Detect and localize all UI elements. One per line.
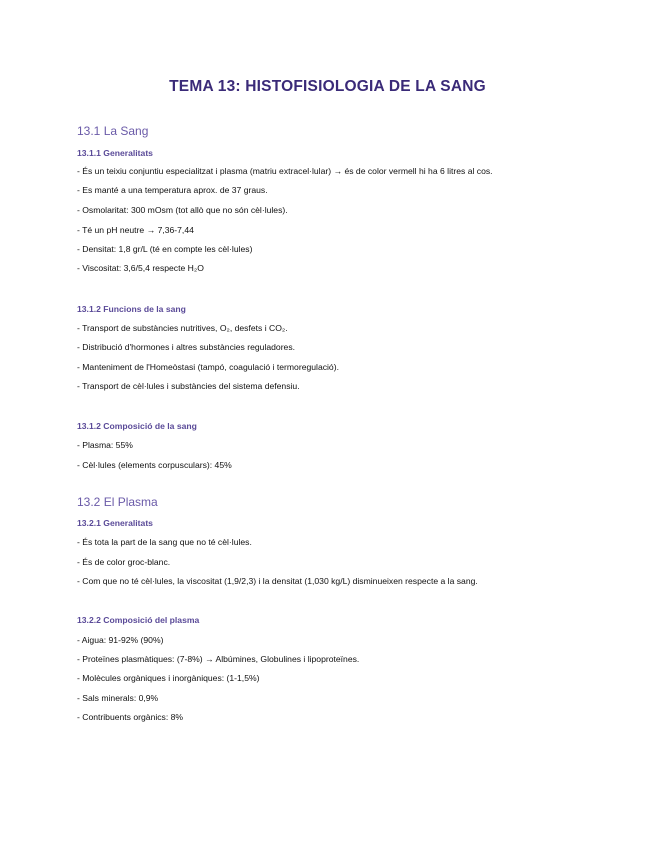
- section-heading-sang: 13.1 La Sang: [77, 124, 149, 138]
- text-line: - Sals minerals: 0,9%: [77, 693, 159, 703]
- subsection-heading-composicio-sang: 13.1.2 Composició de la sang: [77, 421, 197, 431]
- text-line: - Aigua: 91-92% (90%): [77, 635, 164, 645]
- text-line: - Té un pH neutre → 7,36-7,44: [77, 225, 194, 235]
- section-heading-plasma: 13.2 El Plasma: [77, 495, 158, 509]
- text-line: - Cèl·lules (elements corpusculars): 45%: [77, 460, 232, 470]
- subsection-heading-composicio-plasma: 13.2.2 Composició del plasma: [77, 615, 200, 625]
- text-line: - Com que no té cèl·lules, la viscositat (1,9/2,3) i la densitat (1,030 kg/L) disminueixen respecte a la sang.: [77, 576, 478, 586]
- text-line: - És tota la part de la sang que no té cèl·lules.: [77, 537, 252, 547]
- subsection-heading-generalitats: 13.1.1 Generalitats: [77, 148, 153, 158]
- text-line: - Distribució d'hormones i altres substàncies reguladores.: [77, 342, 296, 352]
- text-line: - Contribuents orgànics: 8%: [77, 712, 184, 722]
- text-line: - Molècules orgàniques i inorgàniques: (1-1,5%): [77, 673, 260, 683]
- text-line: - Osmolaritat: 300 mOsm (tot allò que no són cèl·lules).: [77, 205, 288, 215]
- text-line: - Plasma: 55%: [77, 440, 133, 450]
- text-line: - Transport de substàncies nutritives, O₂, desfets i CO₂.: [77, 323, 288, 333]
- text-line: - Proteïnes plasmàtiques: (7-8%) → Albúmines, Globulines i lipoproteïnes.: [77, 654, 360, 664]
- subsection-heading-generalitats-plasma: 13.2.1 Generalitats: [77, 518, 153, 528]
- text-line: - Viscositat: 3,6/5,4 respecte H₂O: [77, 263, 204, 273]
- text-line: - Transport de cèl·lules i substàncies del sistema defensiu.: [77, 381, 300, 391]
- text-line: - És de color groc-blanc.: [77, 557, 171, 567]
- text-line: - Densitat: 1,8 gr/L (té en compte les cèl·lules): [77, 244, 253, 254]
- page-title: TEMA 13: HISTOFISIOLOGIA DE LA SANG: [169, 78, 486, 95]
- text-line: - Manteniment de l'Homeòstasi (tampó, coagulació i termoregulació).: [77, 362, 339, 372]
- subsection-heading-funcions: 13.1.2 Funcions de la sang: [77, 304, 186, 314]
- text-line: - És un teixiu conjuntiu especialitzat i plasma (matriu extracel·lular) → és de color vermell hi ha 6 litres al cos.: [77, 166, 493, 176]
- text-line: - Es manté a una temperatura aprox. de 37 graus.: [77, 185, 268, 195]
